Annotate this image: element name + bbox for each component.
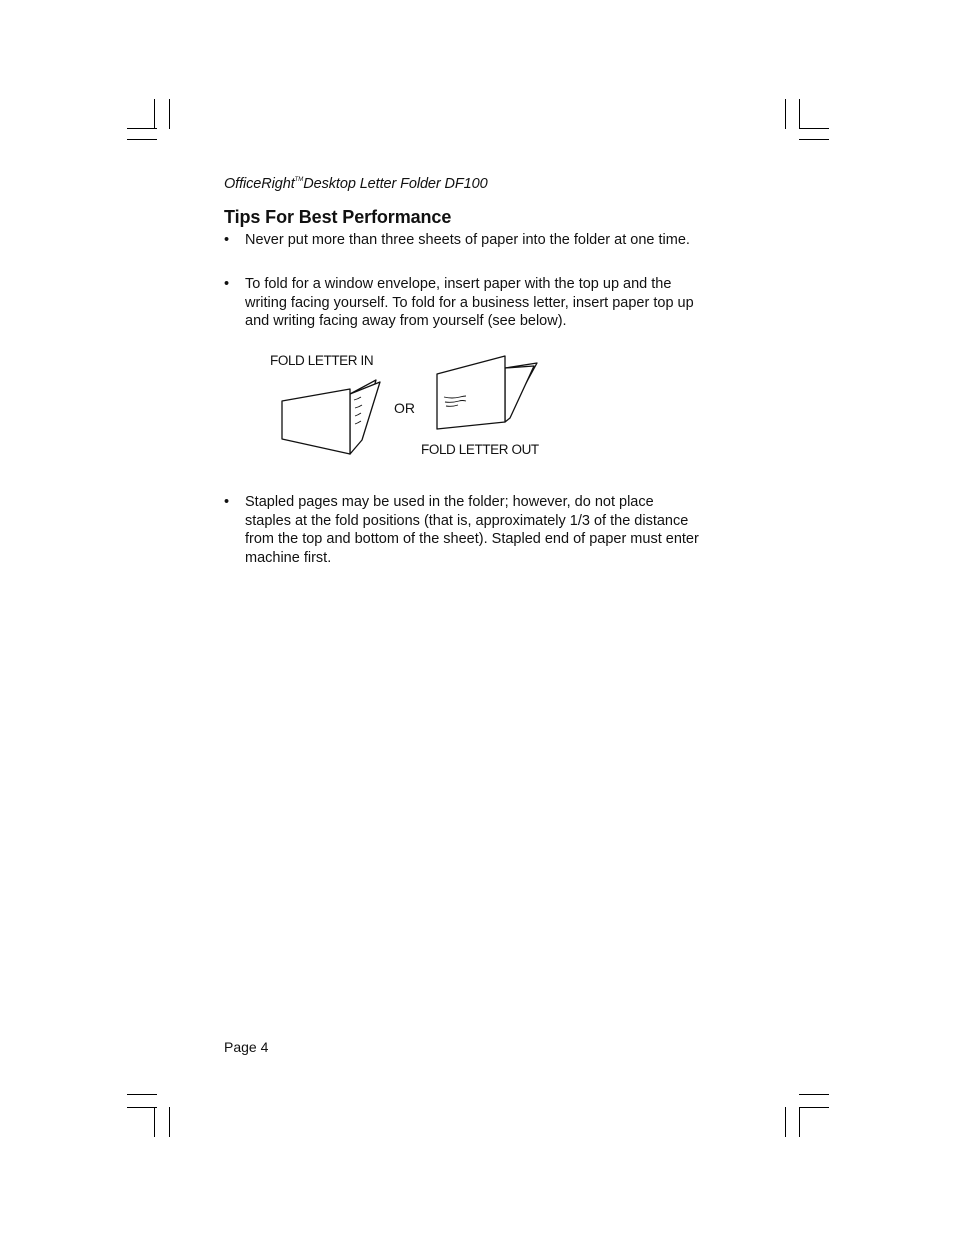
bullet-item [224,493,699,567]
crop-mark [799,139,829,140]
bullet-marker: • [224,232,230,248]
label-or: OR [394,400,415,416]
crop-mark [169,1107,170,1137]
crop-mark [799,99,800,129]
fold-out-front-panel [437,356,505,429]
label-fold-in: FOLD LETTER IN [270,353,374,368]
crop-mark [799,1107,800,1137]
fold-in-middle-panel [350,382,380,454]
crop-mark [154,99,155,129]
trademark-mark: TM [294,177,304,183]
page-number: Page 4 [224,1039,269,1055]
crop-mark [154,1107,155,1137]
running-header [224,176,488,192]
crop-mark [799,1094,829,1095]
crop-mark [785,99,786,129]
section-title: Tips For Best Performance [224,207,452,227]
crop-mark [127,128,157,129]
bullet-text: Never put more than three sheets of paper into the folder at one time. [245,232,690,248]
fold-illustration [262,348,552,466]
label-fold-out: FOLD LETTER OUT [421,442,539,457]
bullet-text: Stapled pages may be used in the folder; however, do not place staples at the fold positions (that is, approximately 1/3 of the distance from the top and bottom of the sheet). Stapled end of paper must enter machine first. [245,494,699,566]
crop-mark [799,128,829,129]
crop-mark [127,1107,157,1108]
crop-mark [169,99,170,129]
crop-mark [127,1094,157,1095]
fold-out-middle-panel [505,366,534,422]
fold-in-front-panel [282,389,350,454]
crop-mark [127,139,157,140]
product-name: OfficeRight [224,176,295,192]
product-model: Desktop Letter Folder DF100 [303,176,488,192]
bullet-item [224,275,699,331]
bullet-item [224,231,699,250]
bullet-marker: • [224,494,230,510]
crop-mark [785,1107,786,1137]
crop-mark [799,1107,829,1108]
bullet-marker: • [224,276,230,292]
bullet-text: To fold for a window envelope, insert paper with the top up and the writing facing yourself. To fold for a business letter, insert paper top up and writing facing away from yourself (see below). [245,276,694,330]
